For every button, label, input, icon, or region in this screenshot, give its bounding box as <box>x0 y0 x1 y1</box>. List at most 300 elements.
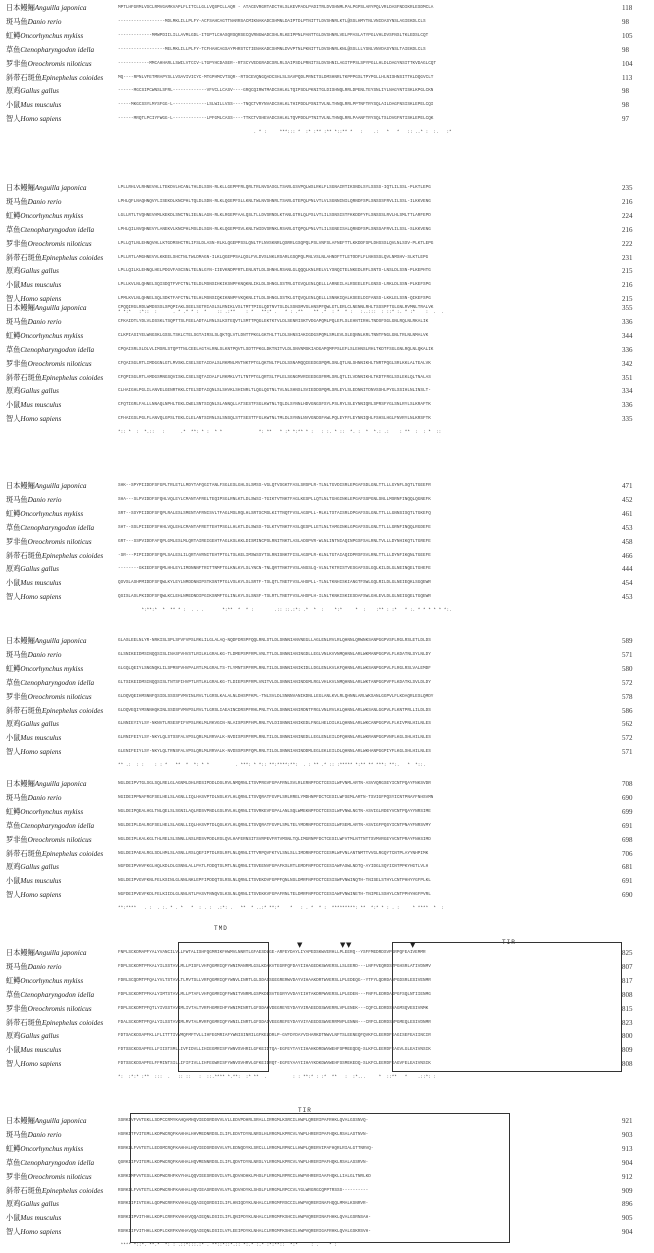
species-latin-name: Danio rerio <box>27 962 62 971</box>
residue-position: 351 <box>622 373 633 382</box>
sequence-text: FDPLSCKDMTPFKALYILSSTAVLMLLPISFLVHFQGMRIQFYWNIMANRMLGSLKDAKVTEGRFQFDAYIIHAGEDKSWVERSLLSLEERD---LNFFVEQRDSTPGHSRLATIVDNMV <box>118 963 431 969</box>
species-name <box>6 412 61 426</box>
sequence-text: MQ----RPNLVFETMRAPYSLLVSAVIVICYC-MTGPHMCVTSQR--RTSCEVQNGQADCSHLSLSAVPQDLPRNITSLDMSHNRLTKPPPGSLTPYPGLLHLNISHNSITTKLDQGVCLT <box>118 74 434 80</box>
species-chinese-name: 原鸡 <box>6 387 21 396</box>
residue-position: 342 <box>622 359 633 368</box>
alignment-row <box>0 264 654 278</box>
species-latin-name: Oncorhynchus mykiss <box>20 31 84 40</box>
residue-position: 586 <box>622 706 633 715</box>
species-chinese-name: 罗非鱼 <box>6 835 28 844</box>
species-chinese-name: 罗非鱼 <box>6 1004 28 1013</box>
species-latin-name: Mus musculus <box>20 877 62 886</box>
sequence-text: NGLDEIPLKALKGLTHLRELSLSNNLLNSLRDSVPDDLRSLQVLHAFERNSITSVRPEVFRTVMSNLTQLIMGRNPFDCTCESILWFVTMLNTTNTTSVMVRGEYVCNTPRAYFNHSIMD <box>118 836 431 842</box>
arrow-marker-icon: ▼ <box>340 941 346 949</box>
arrow-marker-icon: ▼ <box>297 941 303 949</box>
species-name <box>6 329 83 343</box>
species-chinese-name: 原鸡 <box>6 1032 21 1041</box>
alignment-row <box>0 507 654 521</box>
species-chinese-name: 草鱼 <box>6 523 21 532</box>
residue-position: 444 <box>622 565 633 574</box>
residue-position: 336 <box>622 345 633 354</box>
sequence-text: CLHAIGHLPGLILANVELGENRTKKLCTELSDTAIQNLSLSHVKLSHINRLTLQGLQGTNLTVLNLSHNSLSVIEDDSPQMLSRLEYLSLEDNNITDNVSSHLPYGLSSIHLNLINSLT- <box>118 388 431 394</box>
species-latin-name: Ctenopharyngodon idella <box>20 1158 95 1167</box>
sequence-text: HSRKITFVITEMLLKDPWCRQFKAHHALHHVMEDNRDSLILIFLEDVTDYNLNRSLHLRRGMLKPRCVLYWPLHRERIPAFHQKLRSALASTNVN- <box>118 1131 369 1137</box>
species-name <box>6 819 94 833</box>
species-name <box>6 874 61 888</box>
residue-position: 904 <box>622 1158 633 1167</box>
residue-position: 98 <box>622 87 629 96</box>
species-chinese-name: 小鼠 <box>6 1046 21 1055</box>
species-latin-name: Homo sapiens <box>20 1060 62 1069</box>
alignment-row <box>0 412 654 426</box>
species-chinese-name: 小鼠 <box>6 579 21 588</box>
species-chinese-name: 斜带石斑鱼 <box>6 551 42 560</box>
species-latin-name: Oreochromis niloticus <box>27 59 92 68</box>
species-chinese-name: 小鼠 <box>6 1214 21 1223</box>
alignment-row <box>0 535 654 549</box>
species-name <box>6 717 59 731</box>
species-chinese-name: 罗非鱼 <box>6 239 28 248</box>
species-chinese-name: 草鱼 <box>6 678 21 687</box>
species-latin-name: Ctenopharyngodon idella <box>20 990 95 999</box>
alignment-row <box>0 479 654 493</box>
alignment-row <box>0 745 654 759</box>
species-latin-name: Homo sapiens <box>20 115 62 124</box>
residue-position: 808 <box>622 990 633 999</box>
alignment-row <box>0 874 654 888</box>
species-name <box>6 860 59 874</box>
tir-label-block7: TIR <box>502 939 516 946</box>
species-latin-name: Gallus gallus <box>20 565 59 574</box>
residue-position: 896 <box>622 1200 633 1209</box>
alignment-row <box>0 648 654 662</box>
residue-position: 825 <box>622 949 633 957</box>
species-latin-name: Anguilla japonica <box>34 949 87 957</box>
alignment-row <box>0 690 654 704</box>
sequence-text: NGLDEIPAEALRGLSDLHMLSLASNLLRSLQEFIPTDLRSLRFLNLQRNLITTVRPQVFKTVLSNLSLLIMDRNPFDCTCESMLWFVNLANTNMTTVVGLRGQYTCNTPLAYYNHPIMK <box>118 850 429 856</box>
species-chinese-name: 小鼠 <box>6 281 21 290</box>
sequence-text: ------------MMCAHHARLLSWILVTCCV-LTGPYHCDASER--RTSCYVEDGRADCSRLRLSAIPSDLPRNITSLDVSHNILAGITPPSLSPYPGLLHLDLDAGYNSITTKVDAGLCQT <box>118 60 437 66</box>
species-chinese-name: 日本鳗鲡 <box>6 184 35 192</box>
tmd-label: TMD <box>214 925 228 932</box>
species-chinese-name: 斑马鱼 <box>6 317 28 326</box>
sequence-text: LPLLQTLNLEHNQVHLLKTGDMSHCTRLIFSLDLASN-RLKLQGEPPSSLQNLTFLNVSKNRLQSRRLGSQPQLPSLVNFSLAFNEFTTLKKDDFSPLDHSSSLQVLNLSSV-PLKTLEPG <box>118 240 434 246</box>
species-latin-name: Oreochromis niloticus <box>27 1004 92 1013</box>
species-chinese-name: 虹鳟 <box>6 664 21 673</box>
species-chinese-name: 斑马鱼 <box>6 1130 28 1139</box>
species-name <box>6 343 94 357</box>
species-chinese-name: 智人 <box>6 415 21 424</box>
alignment-row <box>0 521 654 535</box>
species-chinese-name: 虹鳟 <box>6 211 21 220</box>
species-latin-name: Gallus gallus <box>20 720 59 729</box>
residue-position: 466 <box>622 551 633 560</box>
species-latin-name: Oreochromis niloticus <box>27 537 92 546</box>
species-latin-name: Mus musculus <box>20 281 62 290</box>
species-name <box>6 1029 59 1043</box>
species-latin-name: Anguilla japonica <box>34 184 87 192</box>
sequence-text: RSRKILFVVTETLLEDSMCRQFKAHHALHQVIEDSRDSVVLVFLEDNQDYKLSRCLLLRRGMLRPNCLLHWPLQRERVIPAFHQRLRIALGTTNRVQ- <box>118 1145 374 1151</box>
species-chinese-name: 日本鳗鲡 <box>6 4 35 12</box>
tmd-domain-box <box>178 942 269 1072</box>
species-latin-name: Homo sapiens <box>20 891 62 900</box>
species-name <box>6 1128 61 1142</box>
conservation-line: **:**** . : . :. * . * * : . : .:*: . ** * ..:* **:* * : . * * : *********: ** *:* * : . : * **** * : <box>118 906 444 912</box>
residue-position: 216 <box>622 225 633 234</box>
sequence-text: ------MGCSIPCWNSLSFRL-------------VFVCLLCASV----GRQCQIRWTMADCSHLKLTQIPSDLPKNITGLDISHNQLRRLDPENLTEYSNLIYLNAGYNTISKLKPGLCKN <box>118 88 434 94</box>
sequence-text: CFQTIGRLFALLLNNAQLNPHLTEKLCWELSNTSIQNLSLANNQLLATSESTFSGLKWTNLTQLDLSYNNLHDVGNGSFSYLPSLRYLSLEYNNIQRLSPRSFYGLSNLRYLSLKRAFTK <box>118 402 431 408</box>
species-name <box>6 493 61 507</box>
species-name <box>6 315 61 329</box>
species-latin-name: Mus musculus <box>20 401 62 410</box>
species-name <box>6 1197 59 1211</box>
species-chinese-name: 罗非鱼 <box>6 359 28 368</box>
residue-position: 118 <box>622 4 633 12</box>
species-latin-name: Homo sapiens <box>20 748 62 757</box>
sequence-text: RSRKIIPVITHHLLKDPLCRRFKVHHAVQQAIEQNLDSIILIFLQNIPDYKLNHALCLRRGMFKSHCILHWPVQRERINAFHHKLQVALGSRNSAH- <box>118 1215 371 1221</box>
species-latin-name: Homo sapiens <box>20 1228 62 1237</box>
sequence-text: LPHLQFLNAQHNQVYLISEKDLKNCPHLTQLDLSDN-RLKLQGEPFSLLKNLTWLNVSHNRLTSARLGTEPQLPNLVTLVLSGNNINILQRNDFSPLSNSSSFRVLILSSL-ILKKVENG <box>118 198 431 204</box>
alignment-row <box>0 860 654 874</box>
sequence-text: LGLLRTLTVQHNEVHMLKEKDLSNCTNLIELNLAGN-RLKLRGEPFAALQSLTLLDVSRNDLKTANLGTRLQLPSLVTLILSSNSISTFKKDDFYFLSNSSSLRVLHLSMLTTLARFEPD <box>118 212 431 218</box>
sequence-text: -------------MMWPDIILILLAVMLGDL-ITGPTLCHASQRSQRSECQVRNGWADCSHLRLKEIPPNLPANTTGLDVSHNRLVELPPASLATYPGLVHLDVSFNSLTKLEDSLCQT <box>118 32 429 38</box>
species-latin-name: Gallus gallus <box>20 863 59 872</box>
species-chinese-name: 日本鳗鲡 <box>6 304 35 312</box>
species-latin-name: Oncorhynchus mykiss <box>20 211 84 220</box>
species-name <box>6 974 83 988</box>
residue-position: 691 <box>622 877 633 886</box>
alignment-row <box>0 315 654 329</box>
sequence-text: LPLLRHLVLRHNEVHLLTEKDVLHCANLTHLDLSSN-RLKLLGEPPFRLQRLTRLNVSASGLTSARLGSVPQLWSLRKLFLSGNAIRTIKSNDLSYLSSSS-IQTLILSSL-PLKTLEPG <box>118 185 431 190</box>
residue-position: 691 <box>622 821 633 830</box>
sequence-text: LPLLKVLNLQHNELSQISDQTFVFCTNLTELDLMSNSIHKIKSNPFKNQKNLIKLDLSHNGLSSTRLGTGVQLENLQELLLARNEILALRSEELEFLGNSS-LRKLDLSSN-PLKEFSPG <box>118 282 431 288</box>
sequence-text: GLDQVEQIYMSNNHQKINLSSDSFVMVPSLRVLTLGRSLIAEAINCDRSPFRHLPNLTYLDLSNNNIANIRDNTFRGLVNLRVLKLQHNNLARLWKSANLGGPVLFLKNTPRLLILDLDS <box>118 707 431 713</box>
alignment-row <box>0 847 654 861</box>
alignment-row <box>0 357 654 371</box>
residue-position: 452 <box>622 495 633 504</box>
species-chinese-name: 草鱼 <box>6 990 21 999</box>
sequence-text: GLASLEELNLYR-NRKISLSPLSFVFVPSLRKLILGLALAQ-NQDFDRSPFQQLRNLSTLDLSNNNIANVNEGLLAGLENLRVLRLQHNNLQRWNKSANPGGPVSFLRGLRSLETLDLDS <box>118 638 431 643</box>
species-latin-name: Oncorhynchus mykiss <box>20 331 84 340</box>
species-chinese-name: 斜带石斑鱼 <box>6 373 42 382</box>
species-name <box>6 209 83 223</box>
residue-position: 572 <box>622 678 633 687</box>
sequence-text: LPLLRTLAMGHNEVVLKKEELSHCTNLTWLDMAGN-ILKLQGEPPSALQSLFVLDVSLNKLRSARLGSQPQLPNLVSLNLAHNDFTTLETODFLFLNHSSSLQVLNMSHV-SLKTLEPG <box>118 254 429 260</box>
residue-position: 105 <box>622 31 633 40</box>
species-latin-name: Oreochromis niloticus <box>27 359 92 368</box>
conservation-line: ** .: : : : : * ** * *: * * . ***: * *:: **:****:**: . : ** .* :: :***** *:** ** ***: **:. * *::. <box>118 763 426 769</box>
sequence-text: QSISLASLPKIDDFSFQWLKCLEHLNMEDNDIPGIKSNMFTGLINLKYLSLSNSF-TSLRTLTNETFVSLAHSPLH-ILNLTKNKISKIESDAFSWLGHLEVLDLGLNEIGQELTGQEWR <box>118 594 431 600</box>
sequence-text: GLSNIKEIDMSINQQSISLINASFVHVSTLRILKLGRALKG-TLDMEPSPFRPLVNLTTLDLSNNNIANINGDLLEGLVNLKVVNMQHNNLARLWKMANPGGPVLFLKDATNLSYLNLDY <box>118 651 431 657</box>
species-name <box>6 43 94 57</box>
alignment-row <box>0 343 654 357</box>
sequence-text: CFKAIDTLYDLVLDSSKLTSQPTTSLFEELADTALRNLSLKSTEQVTLSMTTPQGLEKTKTVLDLSENRISKTVDGAPQMLPQLEFLSLEHNTIRHLTNDSFSGLGNLRQLNLRKALIK <box>118 318 429 324</box>
sequence-text: GLTSIKEIDMSINQQSISLTNTSFIHVPTLRTLKLGRALKG-TLDIEPSPFRPLVNITVLDLSNNNIANINDGMLRGLVHLKVLNMQHNNLARLWKTANPGGPVFFLKDATKLSVLDLDY <box>118 679 431 685</box>
species-name <box>6 357 92 371</box>
residue-position: 453 <box>622 523 633 532</box>
species-name <box>6 301 86 315</box>
species-chinese-name: 原鸡 <box>6 720 21 729</box>
species-name <box>6 84 59 98</box>
alignment-row <box>0 251 654 265</box>
species-name <box>6 384 59 398</box>
residue-position: 215 <box>622 267 633 276</box>
sequence-text: LPHLQILNVQHNEVYLANEKVLKNCPHLMSLDLSGN-RLKLQGEPPSVLKNLTWIDVSRNKLRSARLGTQPQLPNLVTLILSGNEISALQRNDFSPLSNSSAFRVLILSSL-SLKKVENG <box>118 226 431 232</box>
species-chinese-name: 日本鳗鲡 <box>6 949 35 957</box>
species-name <box>6 777 86 791</box>
species-chinese-name: 智人 <box>6 593 21 602</box>
species-name <box>6 1225 61 1239</box>
species-name <box>6 1170 92 1184</box>
species-chinese-name: 日本鳗鲡 <box>6 637 35 645</box>
species-name <box>6 98 61 112</box>
residue-position: 231 <box>622 253 633 262</box>
species-latin-name: Epinephelus coioides <box>41 373 104 382</box>
residue-position: 690 <box>622 793 633 802</box>
residue-position: 909 <box>622 1186 633 1195</box>
residue-position: 471 <box>622 482 633 490</box>
species-latin-name: Danio rerio <box>27 17 62 26</box>
alignment-row <box>0 493 654 507</box>
species-chinese-name: 草鱼 <box>6 1158 21 1167</box>
alignment-row <box>0 791 654 805</box>
species-latin-name: Oncorhynchus mykiss <box>20 509 84 518</box>
alignment-row <box>0 301 654 315</box>
conservation-line: *:: * : *.:: : .* **: * : * * *: ** * :* *:** * : : :. * :: *. : * *.: .: : ** : : * :: <box>118 430 442 436</box>
species-chinese-name: 小鼠 <box>6 101 21 110</box>
alignment-row <box>0 237 654 251</box>
alignment-row <box>0 562 654 576</box>
sequence-text: GLGQLQEIYLSNGNQKLILSPMSFVHVPALRTLMLGRALTS-TLYMNTSPFRPLRNLTILDLSNNNIANIKIDLLDGLENLKVLKFQHNNLARLWKSANPGGPVLFLRGLRSLVALEMDF <box>118 665 431 671</box>
sequence-text: SRT--SSYPIIDDFSFQPLRALESLSMENTAFRNISVLTFAGLMSLRQLHLSRTSCMSLKITTNQTFVSLAGSPLL-MLKLTSTAISRLDPGAFSSLGNLTTLLLGNNSISQTLTGKEFQ <box>118 510 431 516</box>
species-latin-name: Mus musculus <box>20 734 62 743</box>
alignment-row <box>0 195 654 209</box>
alignment-row <box>0 278 654 292</box>
species-chinese-name: 斜带石斑鱼 <box>6 706 42 715</box>
sequence-text: GLNNIEYIYLSY-NKNVTLRSESFIFVPSLRKLMLRKVGCN-NLAISPSPFHPLRNLTVLDISNNNIANIKEDLFNGLHELDILKLQHNNLARLWKCANPGGPVLFLKIVPNLHILNLES <box>118 721 431 727</box>
species-name <box>6 223 94 237</box>
residue-position: 589 <box>622 637 633 645</box>
species-latin-name: Epinephelus coioides <box>41 849 104 858</box>
species-chinese-name: 草鱼 <box>6 225 21 234</box>
conservation-line: *:**:* * ** * : . . . *:** * * : .:: ::.:*: .* * : *:* * : :** : :* * :. * * * * * *:. <box>118 608 452 614</box>
sequence-text: NGFDEIPVHVFKGLHQLKDLDLGSNNLALLPATLFDDQTSLMTLNLQRNLITSVEENVFGPAFKSLRTLEMDFNPFDCTCESIAWFASWLNDTQ-AYIDGLSQYICNTPPKYHGTLVLH <box>118 864 429 870</box>
species-latin-name: Danio rerio <box>27 1130 62 1139</box>
species-name <box>6 521 94 535</box>
species-latin-name: Danio rerio <box>27 650 62 659</box>
alignment-row <box>0 29 654 43</box>
species-name <box>6 237 92 251</box>
residue-position: 921 <box>622 1117 633 1125</box>
residue-position: 708 <box>622 780 633 788</box>
species-name <box>6 278 61 292</box>
alignment-row <box>0 731 654 745</box>
residue-position: 706 <box>622 849 633 858</box>
sequence-text: QSVSLASHPMIDDFSFQWLKYLEYLNMDDNNIPSTKSNTPTGLVSLKYLSLSRTF-TSLQTLTNETFVSLAHSPLL-TLNLTKNHISKIANGTFSWLGQLRILDLGLNEIEQKLSGQEWR <box>118 580 431 586</box>
species-latin-name: Ctenopharyngodon idella <box>20 225 95 234</box>
sequence-text: GLDQVQEIHMSNNFQSIDLSSSSFVMVINLRVLTLGRSLKALALNLDHSPFKPL-TNLSVLDLSNNNVANIKDNLLEGLANLKVLRLQHNNLARLWKSANLGGPVLFLKDAQRLESLQMDY <box>118 693 434 699</box>
alignment-row <box>0 1 654 15</box>
species-chinese-name: 智人 <box>6 295 21 304</box>
species-name <box>6 549 103 563</box>
conservation-line: . * : ***::: * :* :** :** *::** * : .: * * :: ..* : :. :* <box>118 130 452 136</box>
residue-position: 453 <box>622 593 633 602</box>
sequence-text: FNPLSCKDMAPFYALYVANCILVLLFWTALISHFQGMRIKFHWMVLNNRTLGFAESDLGE-ARFEYDAYLIYAPEDSKWVERHLLPLEERQ--YSFFMEDRDSVPGRPQFEAIVEMMR <box>118 950 426 955</box>
species-chinese-name: 草鱼 <box>6 821 21 830</box>
alignment-row <box>0 777 654 791</box>
species-name <box>6 648 61 662</box>
species-name <box>6 71 103 85</box>
species-name <box>6 57 92 71</box>
residue-position: 334 <box>622 387 633 396</box>
residue-position: 905 <box>622 1214 633 1223</box>
sequence-text: KSRKIMFVVTESLLKDPWCRHFKVYHALQQVIEESRDSVILVFLQDVHDHKLPHSLFLRRGMLRPRCILHWPVHRERIAAFHQKLLIALGLTNRLKD <box>118 1173 371 1179</box>
residue-position: 690 <box>622 891 633 900</box>
species-chinese-name: 小鼠 <box>6 734 21 743</box>
species-name <box>6 791 61 805</box>
species-name <box>6 1002 92 1016</box>
species-latin-name: Gallus gallus <box>20 387 59 396</box>
species-chinese-name: 智人 <box>6 115 21 124</box>
species-latin-name: Gallus gallus <box>20 267 59 276</box>
species-name <box>6 181 86 195</box>
species-chinese-name: 虹鳟 <box>6 31 21 40</box>
residue-position: 336 <box>622 317 633 326</box>
sequence-text: ------------------MDLMKLILLPLFY-ACFSAHCAGTTNARRSACMIKNAKADCSHMNLDAIPTDLPTNITTLDVSHNRLKTL@SSLHMYTNLVNIDASYNSLAGIEKDLCLS <box>118 18 426 24</box>
species-chinese-name: 原鸡 <box>6 87 21 96</box>
tir-label-block8: TIR <box>298 1107 312 1114</box>
alignment-row <box>0 805 654 819</box>
sequence-text: CLKPIASIYELWNGSKLGSSLTSKLCTELSGTAIRSLSLQKTQLVTLDNTTPKGLGKTHLTTLDLSHNSIAKIGDGSPQMLSMLEVLSLEQNNLKRLTNNTFNGLGNLTRLNLNMALVK <box>118 332 429 338</box>
sequence-text: SHT--SSLPIIEDFSFHHLVQLEHLCMANTAFRETTEHTPSGLLHLKTLDLSWSS-TGLKTVTNKTFASLQESPLLETLNLTAMGINKLGPGAFSSLGNLTTLLLGRNFINQQLRGDEFE <box>118 524 431 530</box>
species-chinese-name: 日本鳗鲡 <box>6 780 35 788</box>
residue-position: 823 <box>622 1018 633 1027</box>
species-chinese-name: 草鱼 <box>6 45 21 54</box>
conservation-line: * *:* :*:: : . * .* * : * :: .:** : * **:* . * : .** ** .* : * * : :..::: : ::* :. * :* : . . <box>118 310 444 316</box>
species-chinese-name: 斜带石斑鱼 <box>6 1018 42 1027</box>
species-latin-name: Oncorhynchus mykiss <box>20 1144 84 1153</box>
residue-position: 578 <box>622 692 633 701</box>
species-chinese-name: 原鸡 <box>6 1200 21 1209</box>
species-chinese-name: 原鸡 <box>6 565 21 574</box>
residue-position: 222 <box>622 239 633 248</box>
species-latin-name: Ctenopharyngodon idella <box>20 821 95 830</box>
sequence-text: FDPLSCKDMTPFQTLYIVSSTAVIMLIVTALTVRFHGMRIHFYWNIMINRTLGFSDAKVDEGREYEYDAYVIRAEEDSSWVERRLVPLENEK---CQFCLEDRDSVAGMSQVESIVNMK <box>118 1005 429 1011</box>
residue-position: 344 <box>622 331 633 340</box>
residue-position: 461 <box>622 509 633 518</box>
arrow-marker-icon: ▼ <box>410 941 416 949</box>
alignment-row <box>0 71 654 85</box>
alignment-row <box>0 549 654 563</box>
species-latin-name: Oreochromis niloticus <box>27 835 92 844</box>
species-chinese-name: 原鸡 <box>6 863 21 872</box>
alignment-row <box>0 704 654 718</box>
alignment-row <box>0 662 654 676</box>
sequence-text: CPQQIRGLRDLWMDSSSLSPQPIAKLSEELSGTRIASLSLRNIKLVSLTMTTPIGLQDTNVTSLDLSSNSMVSLHNSPFQWLGTLERLCLNENNLRHLTSSSPFTGLGNLRVMNLTRALVK <box>118 305 434 310</box>
species-latin-name: Epinephelus coioides <box>41 73 104 82</box>
residue-position: 912 <box>622 1172 633 1181</box>
alignment-row <box>0 209 654 223</box>
residue-position: 809 <box>622 1046 633 1055</box>
species-name <box>6 112 61 126</box>
sequence-text: SSRKIVFVVTEKLLSDPCCRMYKAHQAMHQVIEDSRDSVVLVLLEDVPDHRLSRALLIRRGMLKSRCILHWPLQRERIPAFRHKLQVALGSSNVQ- <box>118 1118 369 1123</box>
species-name <box>6 535 92 549</box>
residue-position: 903 <box>622 1130 633 1139</box>
species-name <box>6 731 61 745</box>
residue-position: 458 <box>622 537 633 546</box>
species-latin-name: Oncorhynchus mykiss <box>20 976 84 985</box>
species-latin-name: Anguilla japonica <box>34 780 87 788</box>
species-name <box>6 888 61 902</box>
species-name <box>6 1 86 15</box>
species-latin-name: Homo sapiens <box>20 593 62 602</box>
species-name <box>6 264 59 278</box>
residue-position: 571 <box>622 748 633 757</box>
residue-position: 817 <box>622 976 633 985</box>
sequence-text: NGIDEIPPNAFRGFSELHELSLAGNLLIQLHASVPTDLNSLKYLHLQRNLITSVQRATFGVPLSRLRRELYMDHNPFDCTCESILWFSEMLARTN-TSVIGFPQSYICNTPNAYFNHSVMN <box>118 794 434 800</box>
sequence-text: NGLDEIPQEALHGLTNLQELSLSGNILAQLRDSVPNDLGSLRVLHLQRNLITSVRKEVFGPALANLSQLWMEKNPFDCTCESILWFVNWLNGTN-ASVIGLRDEYVCNTPQAYYNRSIME <box>118 808 431 814</box>
residue-position: 336 <box>622 401 633 410</box>
species-chinese-name: 斑马鱼 <box>6 495 28 504</box>
species-name <box>6 562 59 576</box>
species-latin-name: Anguilla japonica <box>34 482 87 490</box>
species-latin-name: Mus musculus <box>20 101 62 110</box>
sequence-text: ------MRQTLPCIYFWGG-L-------------LPFGMLCASS----TTKCTVSHEVADCSHLKLTQVPDDLPTNITVLNLTHNQLRRLPAANFTRYSQLTSLDVGFNTISKLEPELCQK <box>118 116 434 122</box>
residue-position: 216 <box>622 197 633 206</box>
alignment-row <box>0 84 654 98</box>
species-latin-name: Oncorhynchus mykiss <box>20 807 84 816</box>
species-chinese-name: 智人 <box>6 891 21 900</box>
species-name <box>6 1016 103 1030</box>
sequence-text: NGLDEIPVGVFKNLFELKSINLGLNNLNKLEPFIPDDQTSLRSLNLQRNLITSVEKDVFGPPFQNLNSLDMRFNPFDCTCESISWFVNWINQTH-TNISELSTHYLCNTPHHYYGFPLKL <box>118 878 431 884</box>
alignment-row <box>0 819 654 833</box>
species-name <box>6 29 83 43</box>
species-latin-name: Gallus gallus <box>20 87 59 96</box>
species-name <box>6 1184 103 1198</box>
sequence-text: RSRKILFVVTETLLKDPWCRHFKAHHALHQVIEASRDSVVLVFLQDVHDYKLSHSLFLRRGMLRPCCVLYGLWRGRGCQPPTRSSS---------- <box>118 1187 369 1193</box>
species-latin-name: Oreochromis niloticus <box>27 1172 92 1181</box>
species-name <box>6 676 94 690</box>
sequence-text: --------GKIEDFSFQMLHHLEYLIMDNNNFTRITTNMFTGLKNLKYLSLYNCN-TNLQRTTNKTFVSLANSSLQ-VLNLTKTRISTVESGAFSSLGQLKILDLGLNEINQELTGHEFE <box>118 566 431 572</box>
species-name <box>6 1043 61 1057</box>
tir-domain-box-block8 <box>130 1113 510 1243</box>
sequence-text: -SR---PIPIIDDFSFQPLSALESLILQRTAVRNITEHTPTGLTSLKELIMSWSSYTSLRNISNKTFISLAGSPLR-KLNLTGTAIAQIDPRSFSVLRNLTTLLLDYNFIKQNLTGEEFE <box>118 552 431 558</box>
species-name <box>6 398 61 412</box>
sequence-text: -----MKGCSSYLMYSFGG-L-------------LSLWILLVSS----TNQCTVRYNVADCSHLKLTHIPDDLPSNITVLNLTHNQLRRLPPTNFTRYSQLAILDAGFNSISKLEPELCQI <box>118 102 434 108</box>
species-chinese-name: 斑马鱼 <box>6 17 28 26</box>
species-chinese-name: 斑马鱼 <box>6 197 28 206</box>
species-name <box>6 847 103 861</box>
species-latin-name: Danio rerio <box>27 317 62 326</box>
residue-position: 904 <box>622 1228 633 1237</box>
species-latin-name: Mus musculus <box>20 579 62 588</box>
sequence-text: NGFDEIPVEVFKDLFELKIIDLGLNNLNTLPASVFNNQVSLKSLNLQRNLITSVEKKVFGPAFRNLTELDMRFNPFDCTCESIAWFVNWINETH-TNIPELSSHYLCNTPPHYHGFPVRL <box>118 892 431 898</box>
species-name <box>6 662 83 676</box>
species-name <box>6 960 61 974</box>
species-latin-name: Anguilla japonica <box>34 1117 87 1125</box>
conservation-line: **** *::*. **.* *: : .::*:::.:* . **::*::*.:: *:.* :.* :*:**:: *:* : . * : <box>118 1243 337 1249</box>
species-chinese-name: 斑马鱼 <box>6 650 28 659</box>
alignment-row <box>0 384 654 398</box>
species-name <box>6 576 61 590</box>
species-latin-name: Homo sapiens <box>20 415 62 424</box>
species-latin-name: Ctenopharyngodon idella <box>20 345 95 354</box>
tir-domain-box-block7 <box>392 942 622 1072</box>
species-latin-name: Epinephelus coioides <box>41 1018 104 1027</box>
residue-position: 98 <box>622 45 629 54</box>
residue-position: 215 <box>622 295 633 304</box>
sequence-text: FDTSSCKDSAPFELLFIISTSMLLIVFIDVLLIHIEGMRISFYWNVSVHRILGFKEIDTQA-EGFEYTAYIIHAHKDRDWVWEHFSPMEEQDQ-SLKFCLEERDFEAGVLGLEAIVNSIK <box>118 1047 431 1053</box>
